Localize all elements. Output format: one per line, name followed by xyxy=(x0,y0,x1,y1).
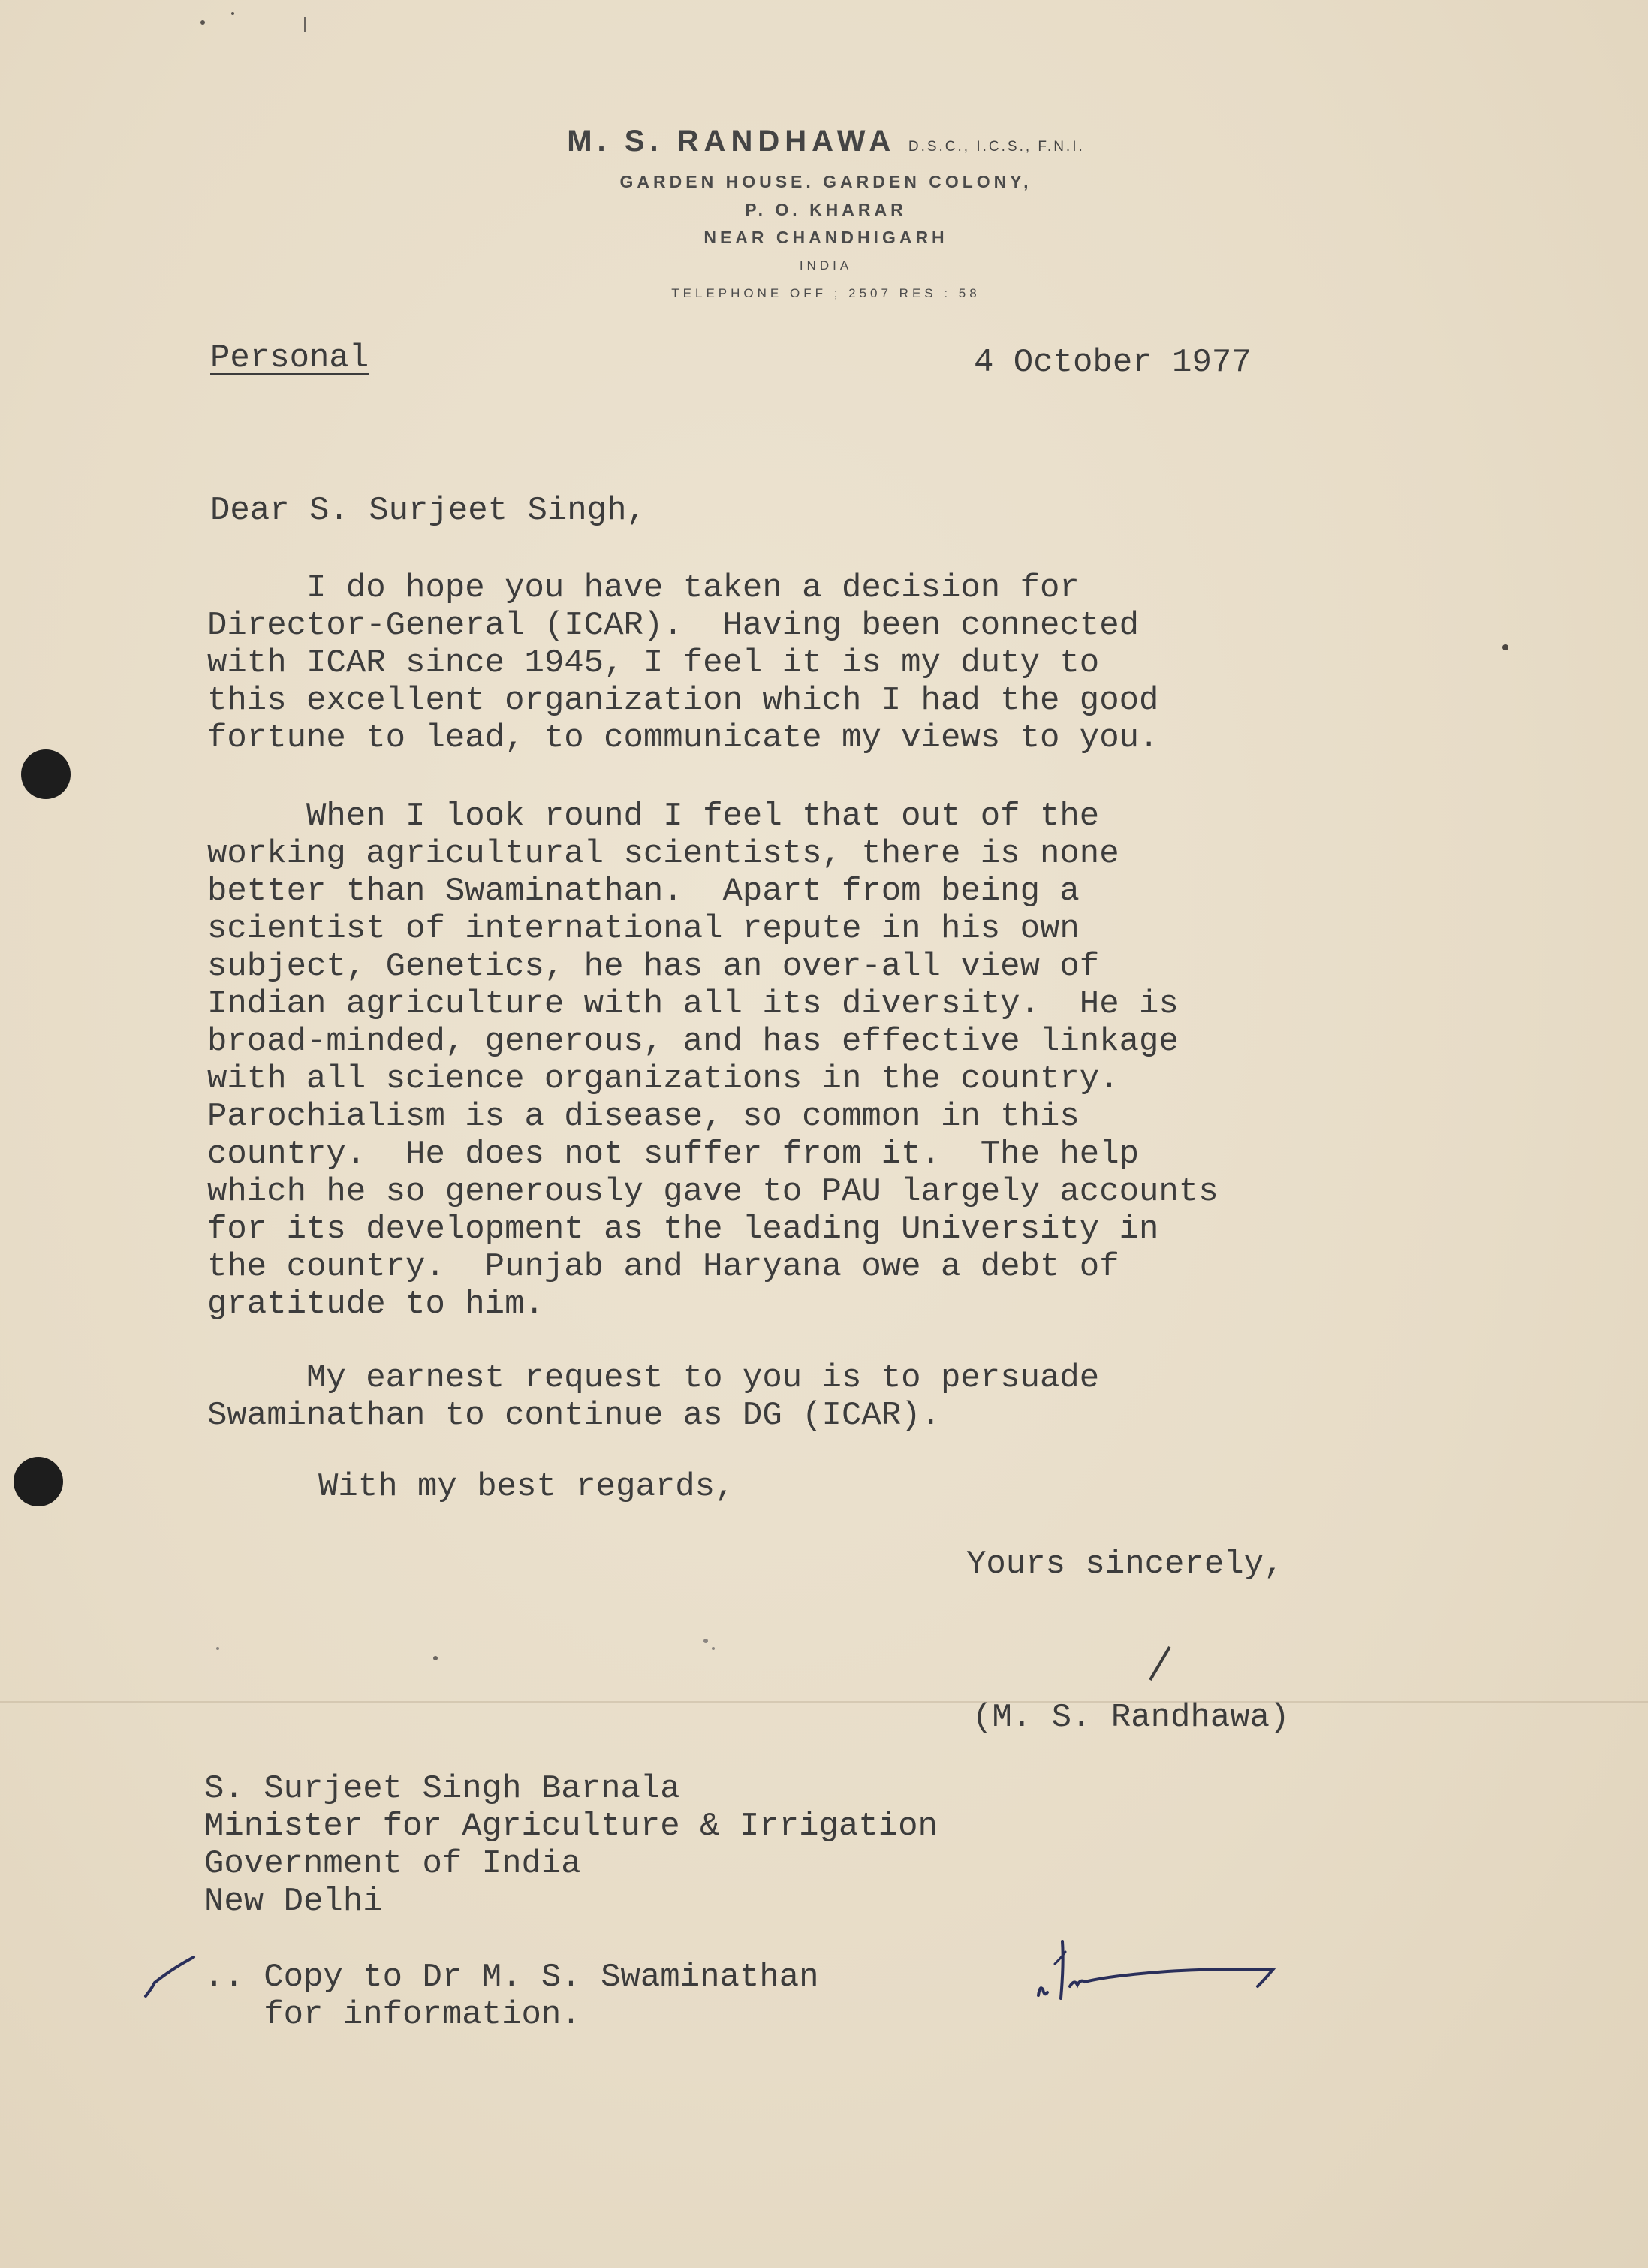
letterhead-name-line xyxy=(375,120,1276,168)
personal-label: Personal xyxy=(210,339,369,377)
recipient-address: S. Surjeet Singh Barnala Minister for Agriculture & Irrigation Government of India New Delhi xyxy=(204,1770,938,1920)
signatory-name: (M. S. Randhawa) xyxy=(972,1699,1290,1736)
letterhead-address-line-1: GARDEN HOUSE. GARDEN COLONY, xyxy=(619,172,1032,192)
checkmark-handwritten xyxy=(141,1953,209,2005)
closing-line: Yours sincerely, xyxy=(966,1546,1284,1583)
letter-date: 4 October 1977 xyxy=(974,344,1252,382)
salutation: Dear S. Surjeet Singh, xyxy=(210,492,646,529)
body-paragraph-1: I do hope you have taken a decision for Director-General (ICAR). Having been connected with ICAR since 1945, I feel it is my duty to this excellent organization which I had the good fortune to lead, to communicate my views to you. xyxy=(207,569,1159,757)
copy-note: .. Copy to Dr M. S. Swaminathan for information. xyxy=(204,1959,819,2034)
body-paragraph-2: When I look round I feel that out of the working agricultural scientists, there is none better than Swaminathan. Apart from being a scientist of international repute in his own subject, Genetics, he has an over-all view of Indian agriculture with all its diversity. He is broad-minded, generous, and has effective linkage with all science organizations in the country. Parochialism is a disease, so common in this country. He does not suffer from it. The help which he so generously gave to PAU largely accounts for its development as the leading University in the country. Punjab and Haryana owe a debt of gratitude to him. xyxy=(207,798,1219,1323)
letterhead-address-line-3: NEAR CHANDHIGARH xyxy=(703,228,948,247)
letterhead-telephone: TELEPHONE OFF ; 2507 RES : 58 xyxy=(671,286,981,300)
letterhead-address-line-2: P. O. KHARAR xyxy=(745,200,907,219)
letterhead xyxy=(375,120,1276,307)
handwritten-initials xyxy=(1032,1926,1288,2016)
letterhead-name: M. S. RANDHAWA xyxy=(567,125,895,158)
letterhead-country: INDIA xyxy=(799,258,853,273)
letterhead-qualifications: D.S.C., I.C.S., F.N.I. xyxy=(908,139,1085,155)
regards-line: With my best regards, xyxy=(318,1468,735,1506)
body-paragraph-3: My earnest request to you is to persuade Swaminathan to continue as DG (ICAR). xyxy=(207,1359,1100,1434)
signature-slash xyxy=(1134,1641,1179,1686)
